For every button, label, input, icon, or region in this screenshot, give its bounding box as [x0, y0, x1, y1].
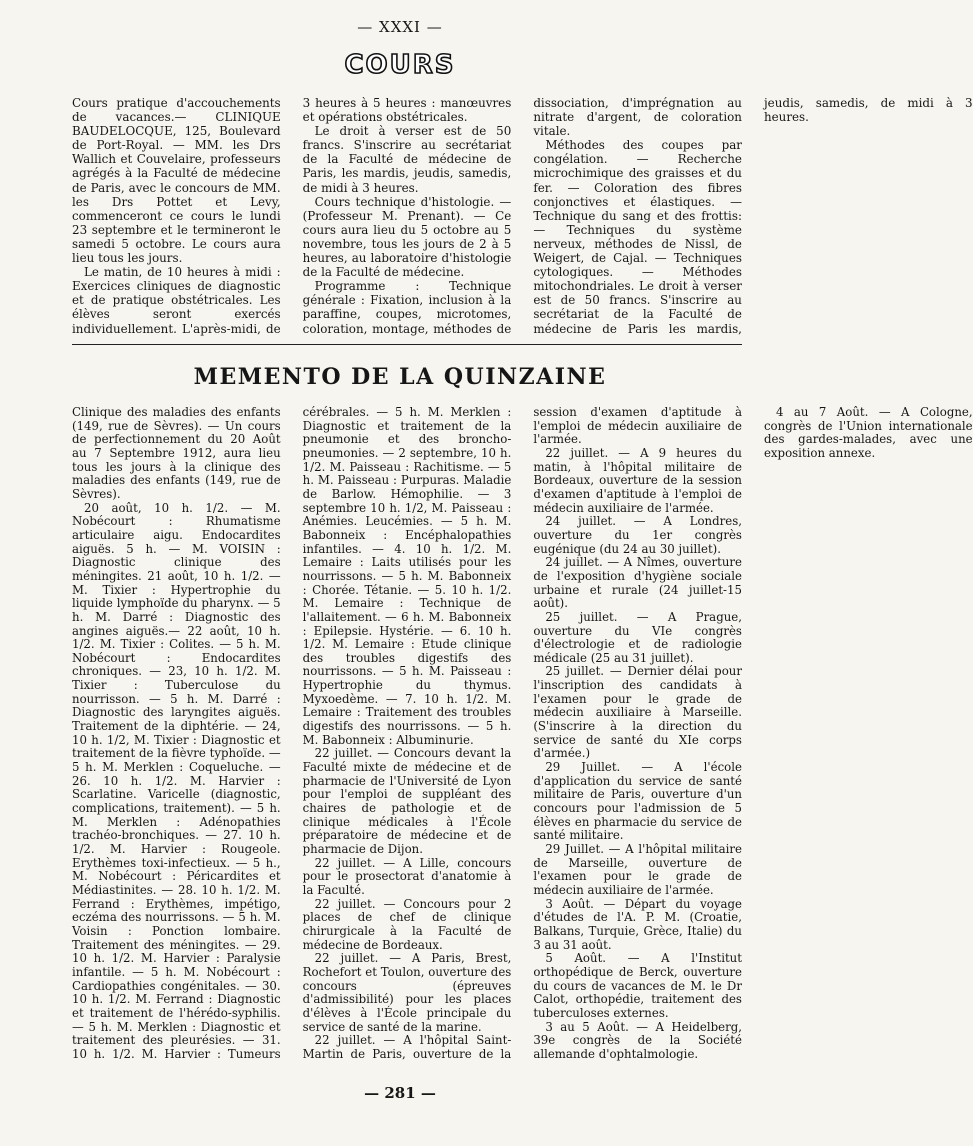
memento-paragraph: 5 Août. — A l'Institut orthopédique de Berck, ouverture du cours de vacances de M. le Dr Calot, orthopédie, traitement des tuberculoses externes. [533, 951, 742, 1020]
memento-paragraph: 22 juillet. — A 9 heures du matin, à l'hôpital militaire de Bordeaux, ouverture de la session d'examen d'aptitude à l'emploi de médecin auxiliaire de l'armée. [533, 445, 742, 515]
roman-folio: — XXXI — [357, 18, 443, 36]
memento-paragraph: 4 au 7 Août. — A Cologne, congrès de l'Union internationale des gardes-malades, avec une exposition annexe. [763, 405, 973, 460]
memento-paragraph: 24 juillet. — A Londres, ouverture du 1er congrès eugénique (du 24 au 30 juillet). [533, 514, 742, 556]
cours-paragraph: Le droit à verser est de 50 francs. S'inscrire au secrétariat de la Faculté de médecine de Paris, les mardis, jeudis, samedis, de midi à 3 heures. [302, 124, 512, 195]
memento-paragraph: 22 juillet. — Concours devant la Faculté mixte de médecine et de pharmacie de l'Université de Lyon pour l'emploi de suppléant des chaires de pathologie et de clinique médicales à l'École préparatoire de médecine et de pharmacie de Dijon. [302, 746, 512, 856]
section-divider [72, 344, 742, 345]
memento-paragraph: 20 août, 10 h. 1/2. — M. Nobécourt : Rhumatisme articulaire aigu. Endocardites aiguës. 5 h. — M. VOISIN : Diagnostic clinique des méningites. 21 août, 10 h. 1/2. — M. Tixier : Hypertrophie du liquide lymphoïde du pharynx. — 5 h. M. Darré : Diagnostic des angines aiguës.— 22 août, 10 h. 1/2. M. Tixier : Colites. — 5 h. M. Nobécourt : Endocardites chroniques. — 23, 10 h. 1/2. M. Tixier : Tuberculose du nourrisson. — 5 h. M. Darré : Diagnostic des laryngites aiguës. Traitement de la diphtérie. — 24, 10 h. 1/2, M. Tixier : Diagnostic et traitement de la fièvre typhoïde. — 5 h. M. Merklen : Coqueluche. — 26. 10 h. 1/2. M. Harvier : Scarlatine. Varicelle (diagnostic, complications, traitement). — 5 h. M. Merklen : Adénopathies trachéo-bronchiques. — 27. 10 h. 1/2. M. Harvier : Rougeole. Erythèmes toxi-infectieux. — 5 h., M. Nobécourt : Péricardites et Médiastinites. — 28. 10 h. 1/2. M. Ferrand : Erythèmes, impétigo, eczéma des nourrissons. — 5 h. M. Voisin : Ponction lombaire. Traitement des méningites. — 29. 10 h. 1/2. M. Harvier : Paralysie infantile. — 5 h. M. Nobécourt : Cardiopathies congénitales. — 30. 10 h. 1/2. M. Ferrand : Diagnostic et traitement de l'hérédo-syphilis. — 5 h. M. Merklen : Diagnostic et traitement des pleurésies. — 31. 10 h. 1/2. M. Harvier : Tumeurs cérébrales. — 5 h. M. Merklen : Diagnostic et traitement de la pneumonie et des broncho-pneumonies. — 2 septembre, 10 h. 1/2. M. Paisseau : Rachitisme. — 5 h. M. Paisseau : Purpuras. Maladie de Barlow. Hémophilie. — 3 septembre 10 h. 1/2, M. Paisseau : Anémies. Leucémies. — 5 h. M. Babonneix : Encéphalopathies infantiles. — 4. 10 h. 1/2. M. Lemaire : Laits utilisés pour les nourrissons. — 5 h. M. Babonneix : Chorée. Tétanie. — 5. 10 h. 1/2. M. Lemaire : Technique de l'allaitement. — 6 h. M. Babonneix : Epilepsie. Hystérie. — 6. 10 h. 1/2. M. Lemaire : Etude clinique des troubles digestifs des nourrissons. — 5 h. M. Paisseau : Hypertrophie du thymus. Myxoedème. — 7. 10 h. 1/2. M. Lemaire : Traitement des troubles digestifs des nourrissons. — 5 h. M. Babonneix : Albuminurie. [72, 405, 512, 1061]
memento-paragraph: 3 Août. — Départ du voyage d'études de l'A. P. M. (Croatie, Balkans, Turquie, Grèce, Italie) du 3 au 31 août. [533, 896, 742, 952]
memento-paragraph: 25 juillet. — Dernier délai pour l'inscription des candidats à l'examen pour le grade de médecin auxiliaire à Marseille. (S'inscrire à la direction du service de santé du XIe corps d'armée.) [533, 664, 742, 761]
memento-paragraph: 29 Juillet. — A l'hôpital militaire de Marseille, ouverture de l'examen pour le grade de médecin auxiliaire de l'armée. [533, 842, 742, 897]
cours-paragraph: Programme : Technique générale : Fixation, inclusion à la paraffine, coupes, microtomes, coloration, montage, méthodes de dissociation, d'imprégnation au nitrate d'argent, de coloration vitale. [302, 96, 742, 336]
memento-paragraph: 25 juillet. — A Prague, ouverture du VIe congrès d'électrologie et de radiologie médicale (25 au 31 juillet). [533, 609, 742, 665]
memento-paragraph: 24 juillet. — A Nîmes, ouverture de l'exposition d'hygiène sociale urbaine et rurale (24 juillet-15 août). [533, 555, 742, 611]
cours-columns [72, 96, 973, 336]
memento-paragraph: 22 juillet. — Concours pour 2 places de chef de clinique chirurgicale à la Faculté de médecine de Bordeaux. [302, 896, 512, 952]
cours-paragraph: Le matin, de 10 heures à midi : Exercices cliniques de diagnostic et de pratique obstétricales. Les élèves seront exercés individuellement. L'après-midi, de 3 heures à 5 heures : manœuvres et opérations obstétricales. [72, 96, 512, 336]
memento-section-title: MEMENTO DE LA QUINZAINE [193, 364, 607, 390]
memento-paragraph: 22 juillet. — A l'hôpital Saint-Martin de Paris, ouverture de la session d'examen d'aptitude à l'emploi de médecin auxiliaire de l'armée. [302, 405, 742, 1061]
memento-paragraph: 22 juillet. — A Lille, concours pour le prosectorat d'anatomie à la Faculté. [302, 855, 512, 897]
page-number: — 281 — [364, 1084, 436, 1102]
cours-paragraph: Cours technique d'histologie. — (Professeur M. Prenant). — Ce cours aura lieu du 5 octobre au 5 novembre, tous les jours de 2 à 5 heures, au laboratoire d'histologie de la Faculté de médecine. [302, 194, 512, 280]
memento-columns [72, 405, 973, 1074]
cours-paragraph: Cours pratique d'accouchements de vacances.— CLINIQUE BAUDELOCQUE, 125, Boulevard de Port-Royal. — MM. les Drs Wallich et Couvelaire, professeurs agrégés à la Faculté de médecine de Paris, avec le concours de MM. les Drs Pottet et Levy, commenceront ce cours le lundi 23 septembre et le termineront le samedi 5 octobre. Le cours aura lieu tous les jours. [72, 96, 281, 266]
memento-paragraph: Clinique des maladies des enfants (149, rue de Sèvres). — Un cours de perfectionnement du 20 Août au 7 Septembre 1912, aura lieu tous les jours à la clinique des maladies des enfants (149, rue de Sèvres). [72, 405, 281, 501]
cours-section-title: COURS [344, 50, 456, 80]
memento-paragraph: 22 juillet. — A Paris, Brest, Rochefort et Toulon, ouverture des concours (épreuves d'admissibilité) pour les places d'élèves à l'École principale du service de santé de la marine. [302, 951, 512, 1034]
cours-paragraph: Méthodes des coupes par congélation. — Recherche microchimique des graisses et du fer. — Coloration des fibres conjonctives et élastiques. — Technique du sang et des frottis: — Techniques du système nerveux, méthodes de Nissl, de Weigert, de Cajal. — Techniques cytologiques. — Méthodes mitochondriales. Le droit à verser est de 50 francs. S'inscrire au secrétariat de la Faculté de médecine de Paris les mardis, jeudis, samedis, de midi à 3 heures. [533, 96, 973, 336]
memento-paragraph: 29 Juillet. — A l'école d'application du service de santé militaire de Paris, ouverture d'un concours pour l'admission de 5 élèves en pharmacie du service de santé militaire. [533, 760, 742, 843]
memento-paragraph: 3 au 5 Août. — A Heidelberg, 39e congrès de la Société allemande d'ophtalmologie. [533, 1019, 742, 1061]
